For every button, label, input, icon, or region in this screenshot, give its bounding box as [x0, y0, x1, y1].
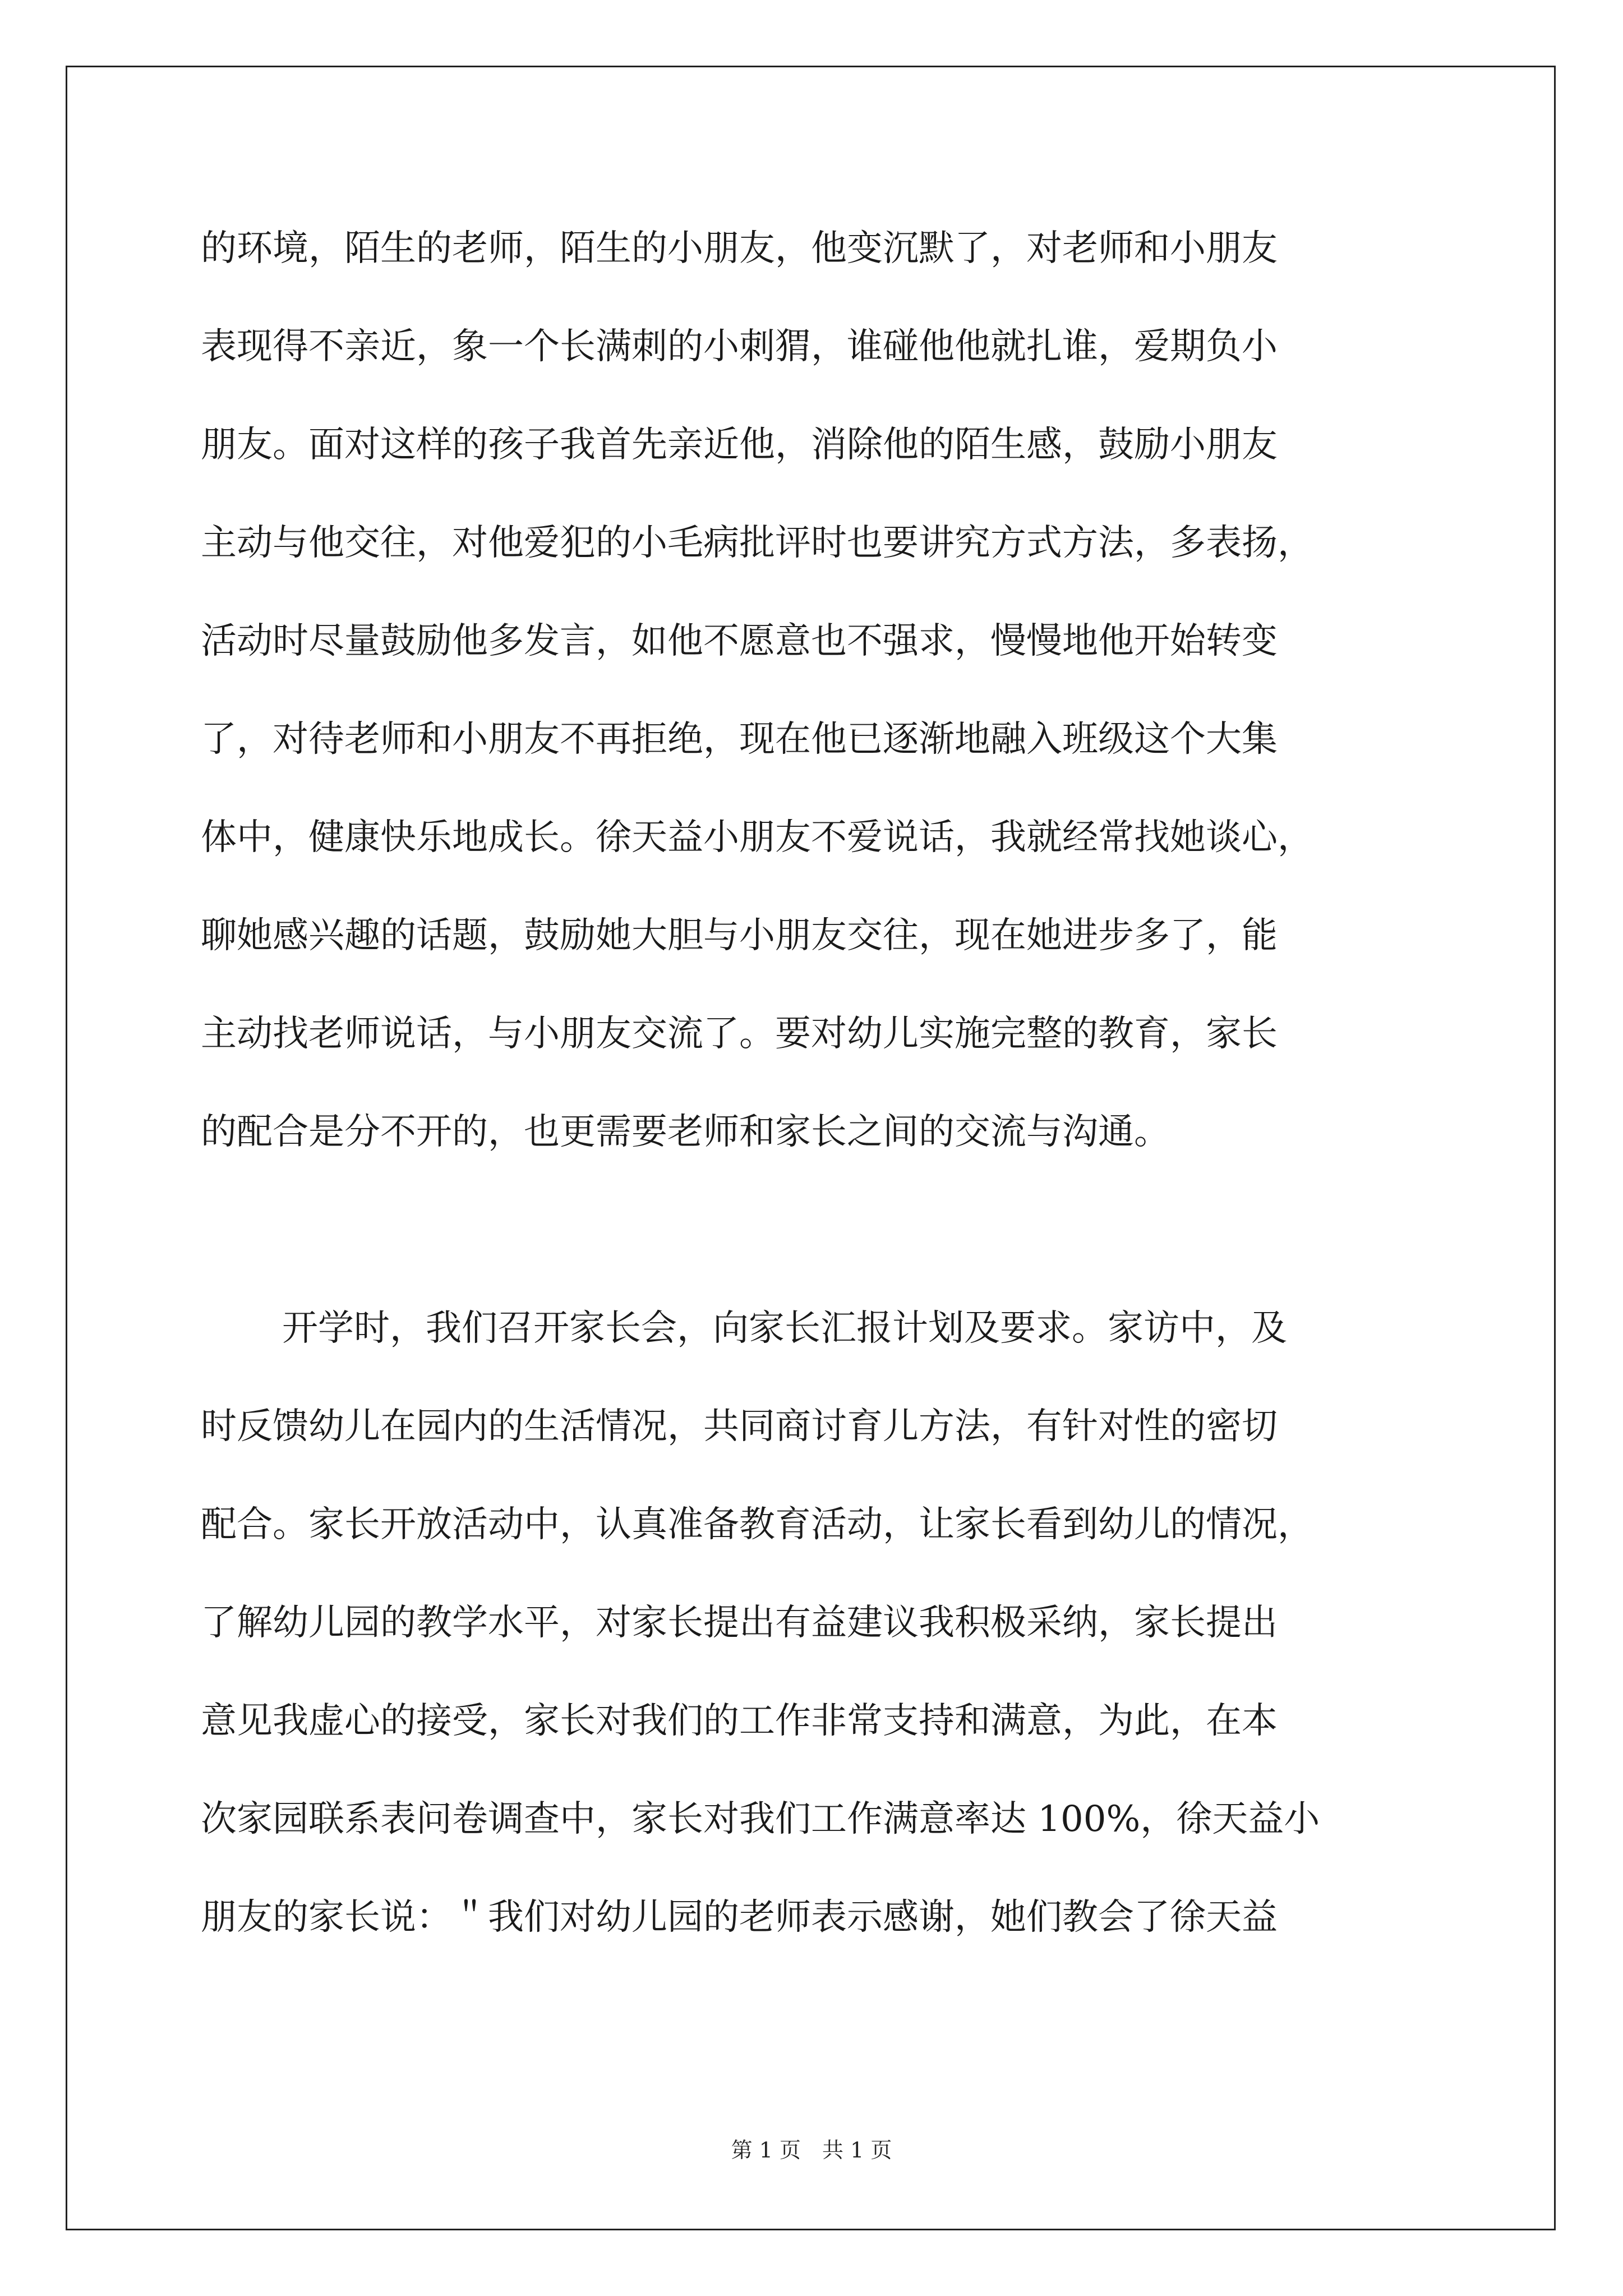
body-text-line: 意见我虚心的接受，家长对我们的工作非常支持和满意，为此，在本 [201, 1700, 1278, 1742]
body-text-line: 表现得不亲近，象一个长满刺的小刺猬，谁碰他他就扎谁，爱期负小 [201, 326, 1278, 367]
body-text-line: 主动与他交往，对他爱犯的小毛病批评时也要讲究方式方法，多表扬， [201, 522, 1313, 564]
body-text-line: 时反馈幼儿在园内的生活情况，共同商讨育儿方法，有针对性的密切 [201, 1406, 1278, 1447]
page-footer: 第 1 页 共 1 页 [731, 2138, 892, 2162]
body-text-line: 配合。家长开放活动中，认真准备教育活动，让家长看到幼儿的情况， [201, 1504, 1313, 1545]
body-text-line: 活动时尽量鼓励他多发言，如他不愿意也不强求，慢慢地他开始转变 [201, 620, 1278, 662]
body-text-line: 的环境，陌生的老师，陌生的小朋友，他变沉默了，对老师和小朋友 [201, 228, 1278, 269]
body-text-line: 体中，健康快乐地成长。徐天益小朋友不爱说话，我就经常找她谈心， [201, 817, 1313, 858]
body-text-line: 朋友的家长说：＂我们对幼儿园的老师表示感谢，她们教会了徐天益 [201, 1897, 1278, 1938]
paragraph-start-line: 开学时，我们召开家长会，向家长汇报计划及要求。家访中，及 [282, 1308, 1287, 1349]
body-text-line: 了，对待老师和小朋友不再拒绝，现在他已逐渐地融入班级这个大集 [201, 719, 1278, 760]
body-text-line: 了解幼儿园的教学水平，对家长提出有益建议我积极采纳，家长提出 [201, 1602, 1278, 1644]
body-text-line: 次家园联系表问卷调查中，家长对我们工作满意率达 100%，徐天益小 [201, 1798, 1320, 1840]
body-text-line: 的配合是分不开的，也更需要老师和家长之间的交流与沟通。 [201, 1111, 1170, 1153]
body-text-line: 聊她感兴趣的话题，鼓励她大胆与小朋友交往，现在她进步多了，能 [201, 915, 1278, 956]
body-text-line: 主动找老师说话，与小朋友交流了。要对幼儿实施完整的教育，家长 [201, 1013, 1278, 1055]
body-text-line: 朋友。面对这样的孩子我首先亲近他，消除他的陌生感，鼓励小朋友 [201, 424, 1278, 466]
